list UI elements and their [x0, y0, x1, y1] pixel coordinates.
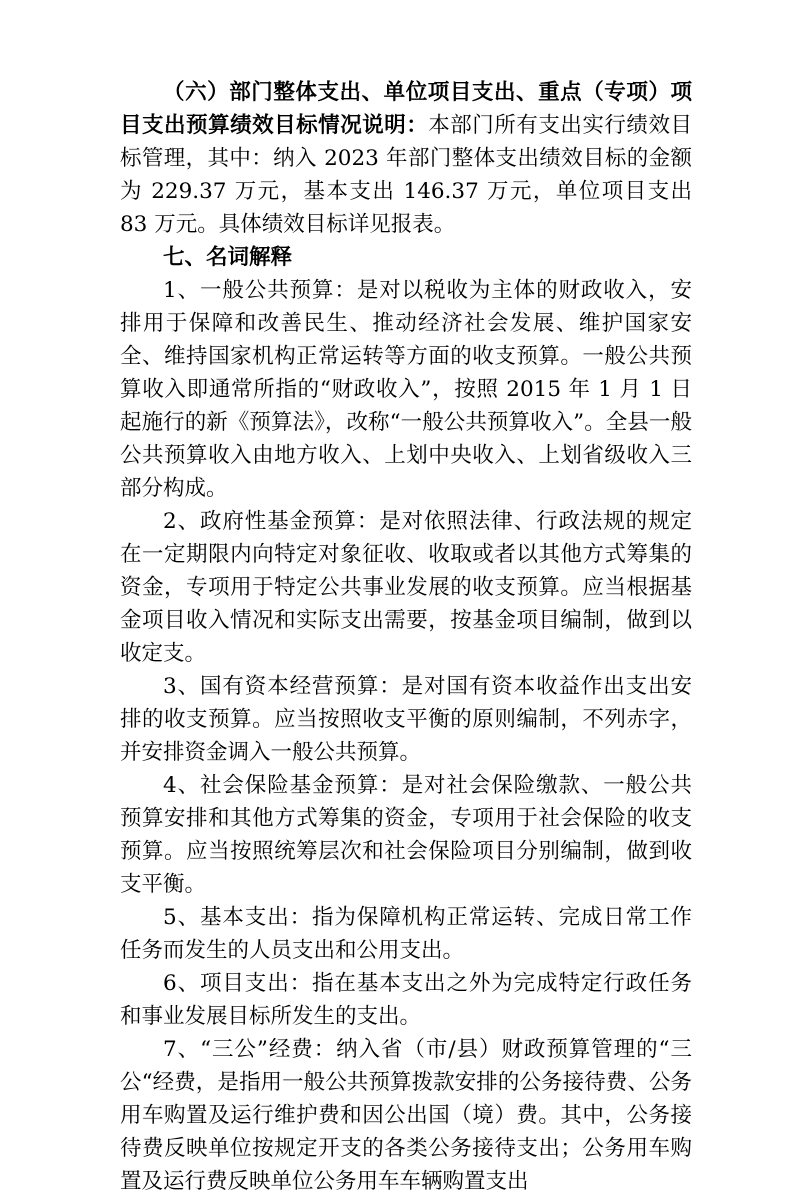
- term-government-fund-budget: 2、政府性基金预算：是对依照法律、行政法规的规定在一定期限内向特定对象征收、收取或者以其他方式筹集的资金，专项用于特定公共事业发展的收支预算。应当根据基金项目收入情况和实际支出需要，按基金项目编制，做到以收定支。: [120, 509, 692, 666]
- section-6-body: 本部门所有支出实行绩效目标管理，其中：纳入 2023 年部门整体支出绩效目标的金额为 229.37 万元，基本支出 146.37 万元，单位项目支出 83 万元。具体绩效目标详见报表。: [120, 113, 692, 237]
- term-general-public-budget: 1、一般公共预算：是对以税收为主体的财政收入，安排用于保障和改善民生、推动经济社会发展、维护国家安全、维持国家机构正常运转等方面的收支预算。一般公共预算收入即通常所指的“财政收入”，按照 2015 年 1 月 1 日起施行的新《预算法》，改称“一般公共预算收入”。全县一般公共预算收入由地方收入、上划中央收入、上划省级收入三部分构成。: [120, 278, 692, 501]
- term-social-insurance-budget: 4、社会保险基金预算：是对社会保险缴款、一般公共预算安排和其他方式筹集的资金，专项用于社会保险的收支预算。应当按照统筹层次和社会保险项目分别编制，做到收支平衡。: [120, 773, 692, 897]
- section-6-heading: （六）部门整体支出、单位项目支出、重点（专项）项目支出预算绩效目标情况说明：: [120, 80, 692, 138]
- section-7-heading: 七、名词解释: [163, 245, 293, 270]
- document-body: [120, 76, 692, 1198]
- term-project-expenditure: 6、项目支出：指在基本支出之外为完成特定行政任务和事业发展目标所发生的支出。: [120, 971, 692, 1029]
- term-state-capital-budget: 3、国有资本经营预算：是对国有资本收益作出支出安排的收支预算。应当按照收支平衡的原则编制，不列赤字，并安排资金调入一般公共预算。: [120, 674, 692, 765]
- term-basic-expenditure: 5、基本支出：指为保障机构正常运转、完成日常工作任务而发生的人员支出和公用支出。: [120, 905, 692, 963]
- term-three-public-expenses: 7、“三公”经费：纳入省（市/县）财政预算管理的“三公“经费，是指用一般公共预算拨款安排的公务接待费、公务用车购置及运行维护费和因公出国（境）费。其中，公务接待费反映单位按规定开支的各类公务接待支出；公务用车购置及运行费反映单位公务用车车辆购置支出: [120, 1037, 692, 1194]
- section-6-paragraph: [120, 76, 692, 241]
